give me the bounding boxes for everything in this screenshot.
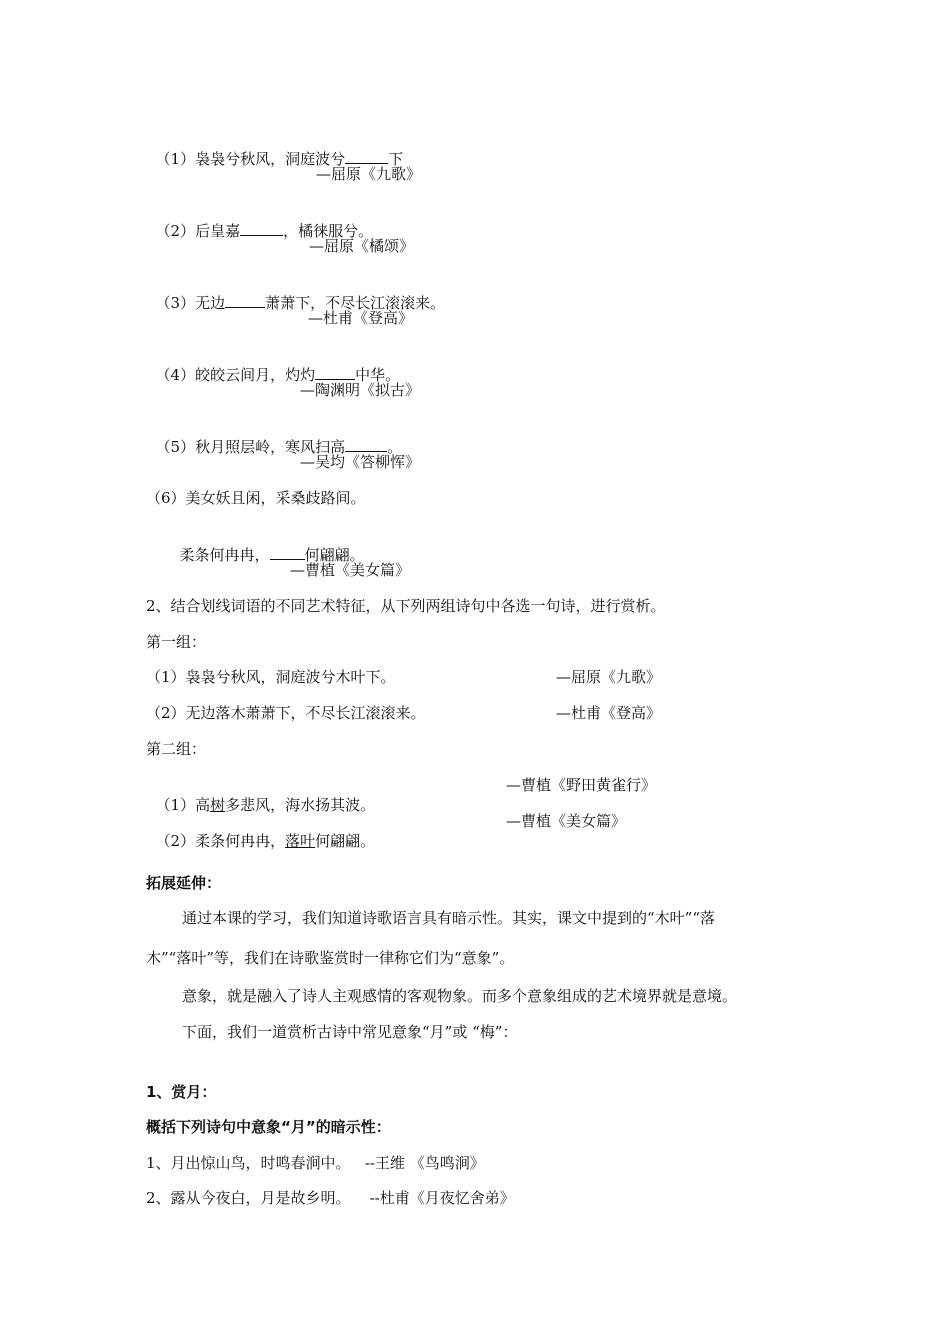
- item-1: [146, 128, 403, 169]
- group-2-line-2-pre: （2）柔条何冉冉，: [155, 832, 286, 850]
- moon-subheading: 概括下列诗句中意象“月”的暗示性：: [146, 1118, 391, 1136]
- item-5-post: 。: [387, 438, 403, 456]
- item-6-line2: [170, 524, 365, 565]
- item-2-source: —屈原《橘颂》: [309, 237, 415, 255]
- item-4-post: 中华。: [355, 366, 401, 384]
- group-2-line-2: [146, 811, 375, 851]
- item-2: [146, 200, 373, 241]
- moon-line-2: 2、露从今夜白，月是故乡明。 --杜甫《月夜忆舍弟》: [146, 1189, 515, 1207]
- item-4-blank[interactable]: [315, 364, 355, 380]
- moon-heading: 1、赏月：: [146, 1083, 217, 1101]
- item-5: [146, 416, 402, 457]
- item-6-pre: 柔条何冉冉，: [179, 546, 270, 564]
- item-1-pre: （1）袅袅兮秋风，洞庭波兮: [155, 150, 346, 168]
- item-3-source: —杜甫《登高》: [308, 309, 414, 327]
- item-3-pre: （3）无边: [155, 294, 226, 312]
- item-4-pre: （4）皎皎云间月，灼灼: [155, 366, 316, 384]
- group-1-title: 第一组：: [146, 633, 207, 651]
- group-2-line-1-source: —曹植《野田黄雀行》: [506, 776, 657, 794]
- group-2-line-1-pre: （1）高: [155, 796, 211, 814]
- extension-paragraph-3: 下面，我们一道赏析古诗中常见意象“月”或 “梅”：: [182, 1023, 518, 1041]
- item-5-blank[interactable]: [345, 436, 387, 452]
- group-2-line-2-post: 何翩翩。: [315, 832, 376, 850]
- item-4-source: —陶渊明《拟古》: [300, 381, 421, 399]
- item-5-source: —吴均《答柳恽》: [300, 453, 421, 471]
- item-5-pre: （5）秋月照层岭，寒风扫高: [155, 438, 346, 456]
- group-2-line-2-source: —曹植《美女篇》: [506, 812, 627, 830]
- question-2-prompt: 2、结合划线词语的不同艺术特征，从下列两组诗句中各选一句诗，进行赏析。: [146, 597, 666, 615]
- extension-paragraph-1a: 通过本课的学习，我们知道诗歌语言具有暗示性。其实，课文中提到的“木叶”“落: [182, 909, 716, 927]
- item-6-source: —曹植《美女篇》: [290, 561, 411, 579]
- item-3: [146, 272, 445, 313]
- item-3-blank[interactable]: [225, 292, 265, 308]
- item-6-line1: （6）美女妖且闲，采桑歧路间。: [146, 489, 366, 507]
- group-2-title: 第二组：: [146, 740, 207, 758]
- group-1-line-2-source: —杜甫《登高》: [556, 704, 662, 722]
- underlined-word-fallen-leaves: 落叶: [285, 832, 316, 850]
- item-1-source: —屈原《九歌》: [316, 165, 422, 183]
- item-4: [146, 344, 400, 385]
- extension-heading: 拓展延伸：: [146, 874, 222, 892]
- item-1-blank[interactable]: [345, 148, 388, 164]
- extension-paragraph-2: 意象，就是融入了诗人主观感情的客观物象。而多个意象组成的艺术境界就是意境。: [182, 987, 738, 1005]
- underlined-word-tree: 树: [210, 796, 226, 814]
- item-2-post: ，橘徕服兮。: [283, 222, 374, 240]
- group-1-line-1: （1）袅袅兮秋风，洞庭波兮木叶下。: [146, 668, 396, 686]
- moon-line-1: 1、月出惊山鸟，时鸣春涧中。 --王维 《鸟鸣涧》: [146, 1154, 485, 1172]
- item-1-post: 下: [388, 150, 404, 168]
- item-2-pre: （2）后皇嘉: [155, 222, 241, 240]
- group-2-line-1: [146, 775, 375, 815]
- item-6-post: 何翩翩。: [304, 546, 365, 564]
- group-1-line-1-source: —屈原《九歌》: [556, 668, 662, 686]
- item-2-blank[interactable]: [240, 220, 283, 236]
- extension-paragraph-1b: 木”“落叶”等，我们在诗歌鉴赏时一律称它们为“意象”。: [146, 949, 515, 967]
- group-1-line-2: （2）无边落木萧萧下，不尽长江滚滚来。: [146, 704, 426, 722]
- group-2-line-1-post: 多悲风，海水扬其波。: [225, 796, 376, 814]
- item-6-blank[interactable]: [270, 544, 305, 560]
- item-3-post: 萧萧下，不尽长江滚滚来。: [265, 294, 446, 312]
